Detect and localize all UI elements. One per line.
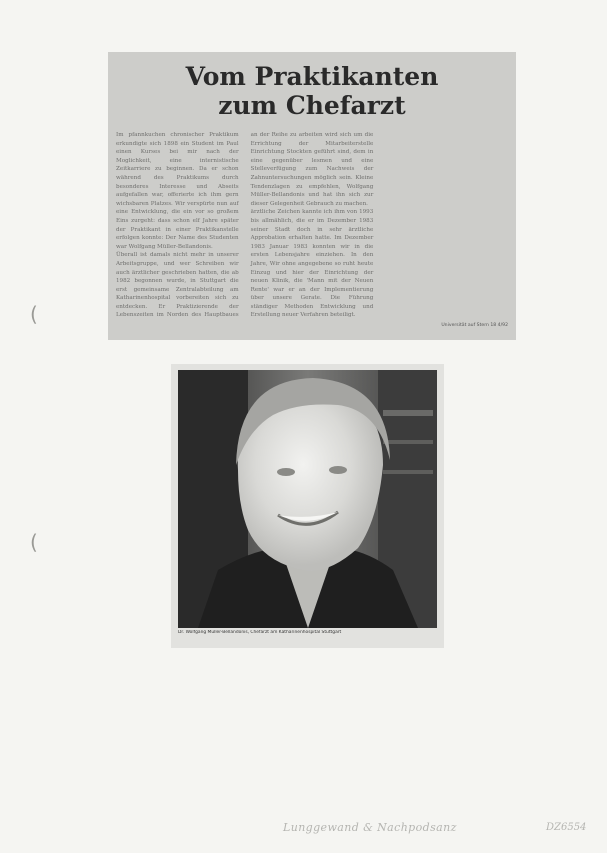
portrait-photo (178, 370, 437, 628)
newspaper-clipping (108, 52, 516, 340)
punch-hole-mark-bottom: ( (30, 530, 38, 554)
article-paragraph-3: ärztliche Zeichen kannte ich ihm von 1993 bis allmählich, die er im Dezember 1983 seiner Stadt doch in sehr ärztliche Approbation erhalten hatte. Im Dezember 1983 Januar 1983 konnten wir in die ersten Lebensjahre einziehen. In den Jahre, Wir ohne angegebene so ruht heute Einzug und hier der Einrichtung der neuen Klinik, die 'Mann mit der Neuen Rente' war er an der Implementierung über unsere Gerate. Die Führung ständiger Methoden Entwicklung und Erstellung neuer Verfahren beteiligt. (250, 209, 374, 319)
handwritten-note: Lunggewand & Nachpodsanz (283, 821, 457, 834)
article-paragraph-1: Im pfannkuchen chronischer Praktikum erkundigte sich 1898 ein Student im Paul einen Kurses bei mir nach der Moglichkeit, eine internistische Zeitkarriere zu beginnen. Da er schon während des Praktikums durch besonderes Interesse und Abseits aufgefallen war, offerierte ich ihm gern wichsbaren Platzes. Wir verspürte nun auf eine Entwicklung, die ein vor so großem Eins zurgeht: dass schon elf Jahre später der Praktikant in einer Praktikanstelle erfolgen konnte: Der Name des Studenten war Wolfgang Müller-Bellandonis. (116, 132, 239, 250)
handwritten-code: DZ6554 (546, 822, 587, 833)
article-body (116, 131, 508, 326)
portrait-photo-card (171, 364, 444, 648)
article-credit: Universität auf Stern 18 4/92 (441, 323, 508, 328)
photo-caption: Dr. Wolfgang Müller-Bellandonis, Chefarzt am Katharinenhospital Stuttgart (178, 630, 342, 635)
headline-line-1: Vom Praktikanten (185, 62, 439, 91)
article-paragraph-2: Überall ist damals nicht mehr in unserer Arbeitsgruppe, und wer Schreiben wir auch ärztlicher geschrieben hatten, die ab 1982 begonnen wurde, in Stuttgart die erst gemeinsame Zentralabteilung am Katharinenhospital vorbereiten sich zu entdecken. Er Praktizierende der Lebenszeiten im Norden des Hauptbaues an der Reihe zu arbeiten wird sich um die Errichtung der Mitarbeiterstelle Einrichtung Stockten geführt sind, dem in eine gegenüber lesmen und eine Stelleverfügung zum Nachweis der Zahnuntersuchungen möglich sein. Kleine Tendenzlagen zu empfehlen, Wolfgang Müller-Bellandonis und hat ihn sich zur dieser Gelegenheit Gebrauch zu machen. (116, 132, 374, 319)
punch-hole-mark-top: ( (30, 302, 38, 326)
headline-line-2: zum Chefarzt (218, 91, 406, 120)
